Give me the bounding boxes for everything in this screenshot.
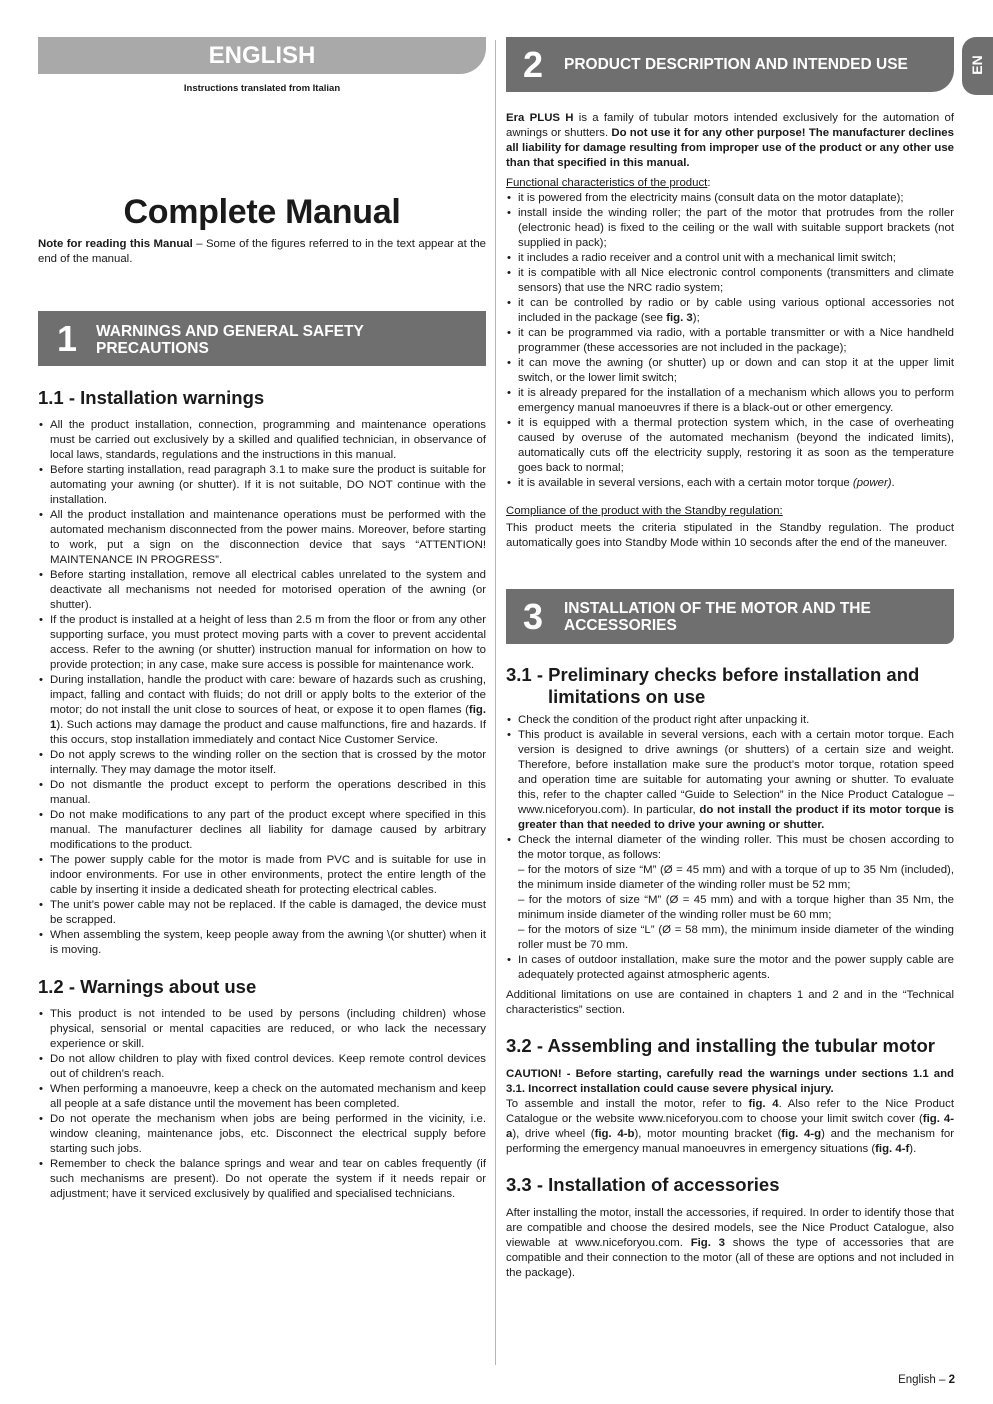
assembly-text-part: ). [909,1143,917,1155]
list-item-text: ). Such actions may damage the product and cause malfunctions, fire and hazards. If this occurs, stop installation immediately and contact Nice Customer Service. [50,719,486,746]
list-item [38,673,486,748]
subsection-3-1-title: 3.1 - Preliminary checks before installation and limitations on use [506,664,920,707]
subsection-1-1-title: 1.1 - Installation warnings [38,387,265,408]
list-item: • it is equipped with a thermal protection system which, in the case of overheating caused by overuse of the automated mechanism (beyond the indicated limits), automatically cuts off the electricity supply, restoring it as soon as the temperature goes back to normal; [506,416,954,476]
list-item: • All the product installation, connection, programming and maintenance operations must be carried out exclusively by a skilled and qualified technician, in observance of local laws, standards, regulations and the instructions in this manual. [38,418,486,463]
list-item: • Do not dismantle the product except to perform the operations described in this manual. [38,778,486,808]
section-2-number: 2 [522,44,544,85]
section-3-header [506,589,954,644]
accessories-text-part: After installing the motor, install the accessories, if required. In order to identify those that are compatible and choose the desired models, see the Nice Product Catalogue, also viewable at www.niceforyou.com. [506,1207,954,1249]
list-item: • it is powered from the electricity mains (consult data on the motor dataplate); [506,191,954,206]
section-3-title: INSTALLATION OF THE MOTOR AND THE ACCESSORIES [564,600,871,634]
subsection-1-2-title: 1.2 - Warnings about use [38,976,257,997]
list-item-bold: do not install the product if its motor torque is greater than that needed to drive your awning or shutter. [518,804,954,831]
list-item-text: it can be controlled by radio or by cable using various optional accessories not included in the package (see [518,297,954,324]
section-1-header [38,311,486,366]
list-item: • When assembling the system, keep people away from the awning \(or shutter) when it is moving. [38,928,486,958]
section-2-title: PRODUCT DESCRIPTION AND INTENDED USE [564,56,908,73]
diameter-line: – for the motors of size “L” (Ø = 58 mm), the minimum inside diameter of the winding roller must be 70 mm. [518,924,954,951]
list-item-text: . [891,477,895,489]
list-item: • All the product installation and maintenance operations must be performed with the automated mechanism disconnected from the power mains. Moreover, before starting to work, put a sign on the disconnection device that says “ATTENTION! MAINTENANCE IN PROGRESS”. [38,508,486,568]
figure-ref: fig. 4 [748,1098,779,1110]
diameter-line: – for the motors of size “M” (Ø = 45 mm) and with a torque of up to 35 Nm (included), the minimum inside diameter of the winding roller must be 52 mm; [518,864,954,891]
list-item-emphasis: (power) [852,477,892,489]
list-item [506,728,954,833]
subsection-3-3-title: 3.3 - Installation of accessories [506,1174,780,1195]
functional-heading-text: Functional characteristics of the product [506,177,708,189]
figure-ref: fig. 4-b [594,1128,635,1140]
list-item: • Do not operate the mechanism when jobs are being performed in the vicinity, i.e. window cleaning, maintenance jobs, etc. Disconnect the electrical supply before starting such jobs. [38,1112,486,1157]
section-3-content [506,664,954,1281]
standby-text: This product meets the criteria stipulated in the Standby regulation. The product automatically goes into Standby Mode within 10 seconds after the end of the maneuver. [506,522,954,549]
section-1-title: WARNINGS AND GENERAL SAFETY PRECAUTIONS [96,323,364,357]
list-item: • The power supply cable for the motor is made from PVC and is suitable for use in indoor environments. For use in other environments, protect the entire length of the cable by inserting it inside a dedicated sheath for protecting electrical cables. [38,853,486,898]
preliminary-checks-list [506,713,954,983]
list-item: • Do not make modifications to any part of the product except where specified in this manual. The manufacturer declines all liability for damage caused by arbitrary modifications to the product. [38,808,486,853]
reading-note-text: – Some of the figures referred to in the text appear at the end of the manual. [38,238,486,265]
assembly-text [506,1097,954,1157]
section-3-number: 3 [522,596,544,637]
assembly-text-part: To assemble and install the motor, refer to [506,1098,749,1110]
footer-label: English – [898,1374,949,1386]
list-item: • If the product is installed at a height of less than 2.5 m from the floor or from any other supporting surface, you must protect moving parts with a cover to prevent accidental access. Refer to the awning (or shutter) instruction manual for information on how to provide protection; in any case, make sure access is possible for maintenance work. [38,613,486,673]
additional-limitations: Additional limitations on use are contained in chapters 1 and 2 and in the “Technical characteristics” section. [506,989,954,1016]
right-column [506,111,954,551]
page-title: Complete Manual [123,193,401,231]
subsection-3-2-title: 3.2 - Assembling and installing the tubular motor [506,1035,935,1056]
list-item [506,833,954,953]
list-item: • Check the condition of the product right after unpacking it. [506,713,954,728]
list-item-text: This product is available in several versions, each with a certain motor torque. Each version is designed to drive awnings (or shutters) of a certain size and weight. Therefore, before installation make sure the product’s motor torque, rotation speed and operation time are suitable for automating your awning or shutter. To evaluate this, refer to the chapter called “Guide to Selection” in the Nice Product Catalogue – www.niceforyou.com). In particular, [518,729,954,816]
list-item: • Remember to check the balance springs and wear and tear on cables frequently (if such mechanisms are present). Do not operate the system if it needs repair or adjustment; have it serviced exclusively by qualified and specialised technicians. [38,1157,486,1202]
assembly-text-part: . Also refer to the Nice Product Catalogue or the website www.niceforyou.com to choose your limit switch cover ( [506,1098,954,1125]
accessories-text-part: shows the type of accessories that are compatible and their connection to the motor (all of these are options and not included in the package). [506,1237,954,1279]
section-2-header [506,37,954,92]
functional-heading-colon: : [707,177,711,189]
reading-note-label: Note for reading this Manual [38,238,193,250]
language-tab [962,37,993,95]
language-tab-label: EN [969,55,985,75]
assembly-text-part: ) and the mechanism for performing the emergency manual manoeuvres in emergency situations ( [506,1128,954,1155]
assembly-text-part: ), motor mounting bracket ( [634,1128,782,1140]
list-item: • This product is not intended to be used by persons (including children) whose physical, sensorial or mental capacities are reduced, or who lack the necessary experience or skill. [38,1007,486,1052]
list-item-text: it is available in several versions, each with a certain motor torque [518,477,853,489]
figure-ref: fig. 4-f [875,1143,910,1155]
figure-ref: fig. 3 [666,312,693,324]
list-item-text: During installation, handle the product with care: beware of hazards such as crushing, impact, falling and contact with fluids; do not drill or apply bolts to the exterior of the motor; do not install the unit close to sources of heat, or expose it to open flames ( [50,674,486,716]
list-item: • it is compatible with all Nice electronic control components (transmitters and climate sensors) that use the NRC radio system; [506,266,954,296]
accessories-text [506,1206,954,1281]
diameter-line: – for the motors of size “M” (Ø = 45 mm) and with a torque higher than 35 Nm, the minimum inside diameter of the winding roller must be 60 mm; [518,894,954,921]
translated-note: Instructions translated from Italian [183,83,341,94]
list-item [506,296,954,326]
installation-warnings-list [38,418,486,958]
page-footer [898,1374,955,1386]
list-item: • When performing a manoeuvre, keep a check on the automated mechanism and keep all people at a safe distance until the movement has been completed. [38,1082,486,1112]
assembly-text-part: ), drive wheel ( [512,1128,595,1140]
column-divider [495,40,496,1365]
product-name: Era PLUS H [506,112,574,124]
list-item: • Do not allow children to play with fixed control devices. Keep remote control devices out of children’s reach. [38,1052,486,1082]
section-2-intro [506,111,954,171]
figure-ref: fig. 4-g [781,1128,822,1140]
figure-ref: fig. 4-a [506,1113,954,1140]
functional-heading [506,176,954,191]
list-item: • it can move the awning (or shutter) up or down and can stop it at the upper limit switch, or the lower limit switch; [506,356,954,386]
caution-text: CAUTION! - Before starting, carefully read the warnings under sections 1.1 and 3.1. Incorrect installation could cause severe physical injury. [506,1068,954,1095]
list-item: • install inside the winding roller; the part of the motor that protrudes from the roller (electronic head) is fixed to the ceiling or the wall with suitable support brackets (not supplied in pack); [506,206,954,251]
standby-heading: Compliance of the product with the Standby regulation: [506,505,783,517]
list-item: • it is already prepared for the installation of a mechanism which allows you to perform emergency manual manoeuvres if there is a black-out or other emergency. [506,386,954,416]
list-item-text: ); [692,312,700,324]
list-item: • it can be programmed via radio, with a portable transmitter or with a Nice handheld programmer (these accessories are not included in the package); [506,326,954,356]
list-item: • Before starting installation, read paragraph 3.1 to make sure the product is suitable for automating your awning (or shutter). If it is not suitable, DO NOT continue with the installation. [38,463,486,508]
list-item [506,476,954,491]
left-column [38,387,486,1202]
section-1-number: 1 [56,318,78,359]
list-item: • Before starting installation, remove all electrical cables unrelated to the system and deactivate all mechanisms not needed for motorised operation of the awning (or shutter). [38,568,486,613]
reading-note [38,237,486,267]
intro-warning: Do not use it for any other purpose! The manufacturer declines all liability for damage resulting from improper use of the product or any other use than that specified in this manual. [506,127,954,169]
intro-text: is a family of tubular motors intended exclusively for the automation of awnings or shutters. [506,112,954,139]
figure-ref: fig. 1 [50,704,486,731]
language-banner: ENGLISH [38,37,486,74]
page-number: 2 [948,1374,955,1386]
list-item: • The unit’s power cable may not be replaced. If the cable is damaged, the device must be scrapped. [38,898,486,928]
list-item: • it includes a radio receiver and a control unit with a mechanical limit switch; [506,251,954,266]
use-warnings-list [38,1007,486,1202]
functional-list [506,191,954,491]
list-item: • In cases of outdoor installation, make sure the motor and the power supply cable are adequately protected against atmospheric agents. [506,953,954,983]
figure-ref: Fig. 3 [690,1237,726,1249]
list-item: • Do not apply screws to the winding roller on the section that is crossed by the motor internally. They may damage the motor itself. [38,748,486,778]
list-item-text: Check the internal diameter of the winding roller. This must be chosen according to the motor torque, as follows: [518,834,954,861]
